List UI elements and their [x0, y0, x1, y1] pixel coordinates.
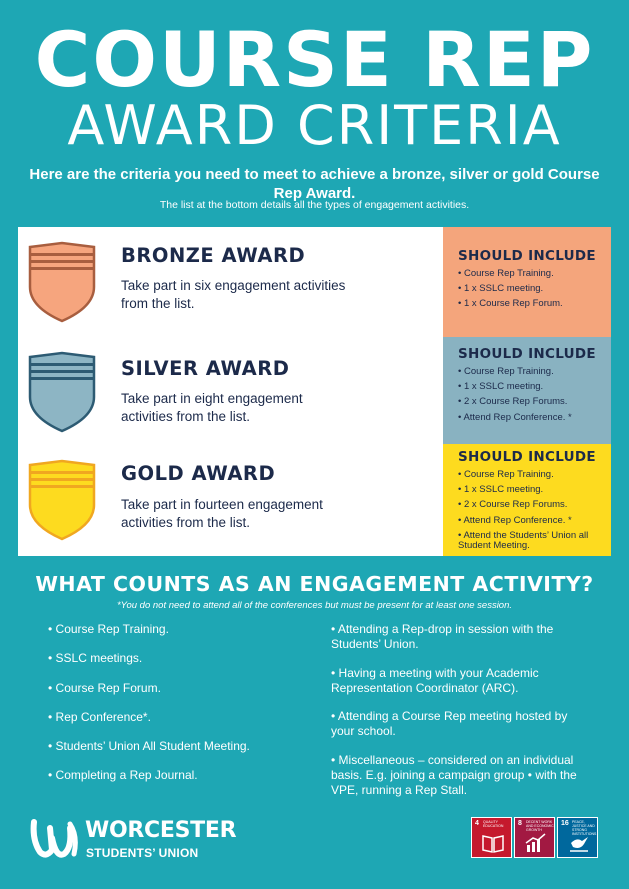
worcester-su-logo-icon: [30, 818, 80, 862]
bronze-shield-icon: [28, 241, 96, 323]
list-item: • Attend Rep Conference. *: [458, 514, 572, 526]
gold-award-description: Take part in fourteen engagement activities from the list.: [121, 497, 323, 530]
list-item: • Completing a Rep Journal.: [48, 768, 198, 783]
silver-award-description: Take part in eight engagement activities from the list.: [121, 391, 303, 424]
list-item: • Rep Conference*.: [48, 709, 151, 724]
page-title: COURSE REP: [34, 15, 595, 104]
engagement-note: *You do not need to attend all of the conferences but must be present for at least one session.: [116, 600, 513, 611]
sdg-label: DECENT WORK AND ECONOMIC GROWTH: [526, 820, 554, 832]
list-item: • Course Rep Training.: [458, 366, 554, 377]
worcester-su-logo: [30, 816, 260, 862]
book-icon: [482, 833, 504, 853]
awards-panel: [18, 227, 611, 556]
list-item: • Course Rep Training.: [458, 268, 554, 279]
bronze-should-include-title: SHOULD INCLUDE: [458, 248, 596, 264]
sdg-number: 8: [518, 820, 522, 827]
list-item: • 1 x Course Rep Forum.: [458, 298, 563, 310]
sdg-8-badge: [514, 817, 555, 858]
intro-note: The list at the bottom details all the types of engagement activities.: [159, 199, 470, 211]
sdg-number: 4: [475, 820, 479, 827]
list-item: • 1 x SSLC meeting.: [458, 283, 544, 295]
list-item: • 1 x SSLC meeting.: [458, 484, 544, 496]
gold-should-include-title: SHOULD INCLUDE: [458, 449, 596, 465]
list-item: • Miscellaneous – considered on an individual basis. E.g. joining a campaign group • with the VPE, running a Rep Stall.: [331, 752, 577, 797]
list-item: • Attending a Course Rep meeting hosted by your school.: [331, 709, 568, 738]
list-item: • 2 x Course Rep Forums.: [458, 396, 568, 408]
silver-should-include-title: SHOULD INCLUDE: [458, 346, 596, 362]
logo-name: WORCESTER: [85, 818, 237, 843]
growth-chart-icon: [525, 833, 547, 853]
bronze-requirements: [443, 227, 611, 337]
gold-award-title: GOLD AWARD: [121, 462, 276, 485]
sdg-16-badge: [557, 817, 598, 858]
sdg-label: QUALITY EDUCATION: [483, 820, 504, 828]
engagement-title: WHAT COUNTS AS AN ENGAGEMENT ACTIVITY?: [35, 572, 594, 596]
list-item: • 2 x Course Rep Forums.: [458, 499, 568, 511]
bronze-award-title: BRONZE AWARD: [121, 244, 306, 267]
dove-icon: [568, 833, 590, 853]
list-item: • Attend Rep Conference. *: [458, 411, 572, 423]
silver-requirements: [443, 337, 611, 444]
list-item: • Course Rep Training.: [48, 622, 169, 636]
list-item: • Course Rep Forum.: [48, 680, 161, 695]
page-subtitle: AWARD CRITERIA: [67, 94, 562, 157]
gold-requirements: [443, 444, 611, 556]
silver-shield-icon: [28, 351, 96, 433]
sdg-label: PEACE, JUSTICE AND STRONG INSTITUTIONS: [572, 820, 597, 836]
sdg-4-badge: [471, 817, 512, 858]
intro-text: Here are the criteria you need to meet to achieve a bronze, silver or gold Course Rep Award.: [29, 166, 600, 202]
list-item: • Course Rep Training.: [458, 469, 554, 480]
list-item: • SSLC meetings.: [48, 651, 143, 666]
sdg-number: 16: [561, 820, 569, 827]
list-item: • Attending a Rep-drop in session with the Students’ Union.: [331, 622, 554, 651]
gold-shield-icon: [28, 459, 96, 541]
list-item: • Having a meeting with your Academic Representation Coordinator (ARC).: [331, 665, 539, 695]
engagement-list-left: [48, 622, 318, 798]
logo-sub: STUDENTS’ UNION: [86, 846, 199, 860]
list-item: • 1 x SSLC meeting.: [458, 381, 544, 393]
bronze-award-description: Take part in six engagement activities from the list.: [121, 278, 346, 311]
engagement-list-right: [331, 622, 591, 811]
bronze-award: [18, 227, 442, 337]
list-item: • Students’ Union All Student Meeting.: [48, 739, 250, 754]
silver-award: [18, 337, 442, 444]
gold-award: [18, 444, 442, 556]
silver-award-title: SILVER AWARD: [121, 357, 290, 380]
list-item: • Attend the Students’ Union all Student Meeting.: [458, 529, 589, 551]
